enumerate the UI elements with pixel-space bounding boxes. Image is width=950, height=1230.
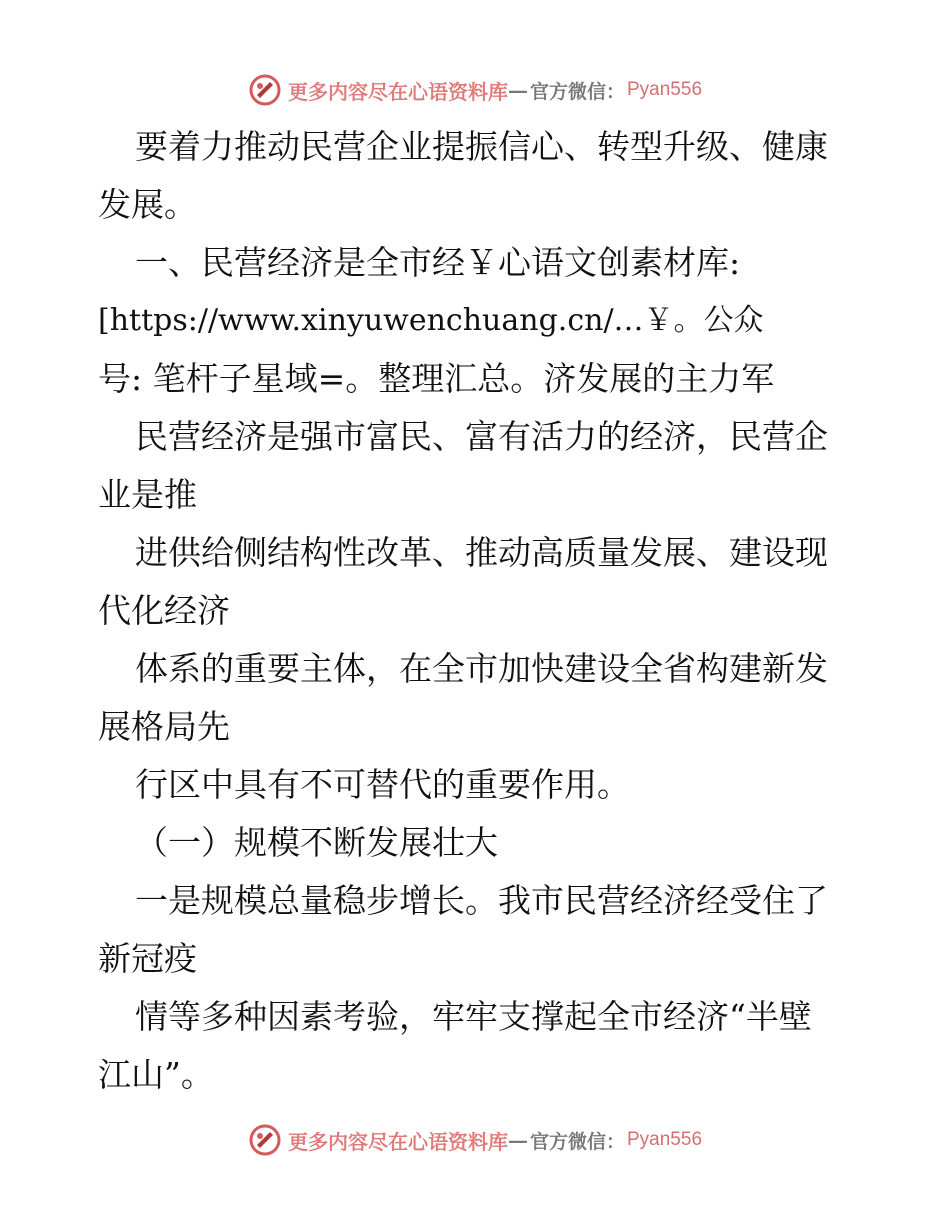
paragraph-line: 民营经济是强市富民、富有活力的经济，民营企 [135,417,828,456]
footer-banner [0,1120,950,1160]
paragraph-line: 展格局先 [98,707,230,746]
paragraph-line: 体系的重要主体，在全市加快建设全省构建新发 [135,649,828,688]
header-wechat-label: 官方微信： [529,80,625,103]
paragraph-line: 号: 笔杆子星域=。整理汇总。济发展的主力军 [98,359,775,398]
subsection-heading-line: （一）规模不断发展壮大 [135,823,498,862]
paragraph-line: 业是推 [98,475,197,514]
paragraph-line: 情等多种因素考验，牢牢支撑起全市经济“半壁 [135,997,812,1036]
footer-wechat-id: Pyan556 [627,1129,703,1150]
header-wechat-id: Pyan556 [627,79,703,100]
brand-logo-icon [248,1123,282,1157]
section-heading-line: 一、民营经济是全市经￥心语文创素材库: [135,243,741,282]
paragraph-line: 要着力推动民营企业提振信心、转型升级、健康 [135,127,828,166]
header-banner [0,70,950,110]
footer-separator: — [507,1128,528,1152]
footer-brand-text: 更多内容尽在心语资料库 [287,1129,508,1154]
paragraph-line: 行区中具有不可替代的重要作用。 [135,765,630,804]
url-text: [https://www.xinyuwenchuang.cn/…￥。公众 [98,303,764,338]
paragraph-line: 一是规模总量稳步增长。我市民营经济经受住了 [135,881,828,920]
paragraph-line: 江山”。 [98,1055,214,1094]
url-line [98,292,858,350]
footer-wechat-label: 官方微信： [529,1130,625,1153]
document-body [98,118,858,1104]
paragraph-line: 进供给侧结构性改革、推动高质量发展、建设现 [135,533,828,572]
header-separator: — [507,78,528,102]
brand-logo-icon [248,73,282,107]
header-brand-text: 更多内容尽在心语资料库 [287,79,508,104]
paragraph-line: 发展。 [98,185,197,224]
paragraph-line: 代化经济 [98,591,230,630]
paragraph-line: 新冠疫 [98,939,197,978]
